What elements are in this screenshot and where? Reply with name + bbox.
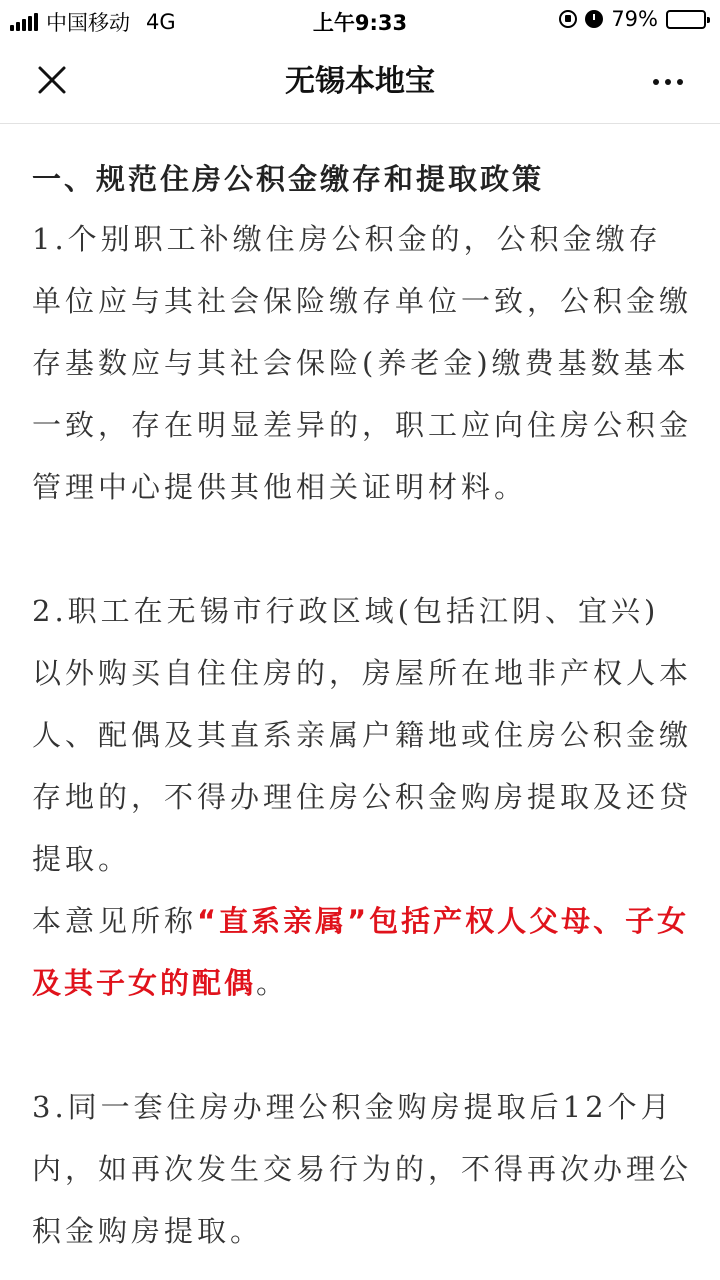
status-right (559, 7, 706, 31)
more-dot-icon (653, 79, 659, 85)
article-content (32, 150, 692, 1262)
paragraph-3: 3.同一套住房办理公积金购房提取后12个月内，如再次发生交易行为的，不得再次办理公积金购房提取。 (32, 1090, 693, 1248)
more-dot-icon (677, 79, 683, 85)
more-dot-icon (665, 79, 671, 85)
carrier-label: 中国移动 (46, 11, 130, 35)
nav-bar (0, 40, 720, 124)
alarm-icon (585, 10, 603, 28)
paragraph-1: 1.个别职工补缴住房公积金的，公积金缴存单位应与其社会保险缴存单位一致，公积金缴存基数应与其社会保险(养老金)缴费基数基本一致，存在明显差异的，职工应向住房公积金管理中心提供其他相关证明材料。 (32, 222, 693, 504)
status-bar (0, 0, 720, 40)
more-button[interactable] (646, 62, 690, 102)
paragraph-definition (32, 890, 692, 1014)
page-title: 无锡本地宝 (285, 64, 435, 99)
definition-highlight: “直系亲属”包括产权人父母、子女及其子女的配偶 (32, 904, 690, 1000)
definition-prefix: 本意见所称 (32, 904, 198, 938)
battery-percent: 79% (611, 7, 658, 31)
spacer (32, 1014, 692, 1076)
rotation-lock-icon (559, 10, 577, 28)
status-time: 上午9:33 (312, 11, 408, 35)
paragraph-2: 2.职工在无锡市行政区域(包括江阴、宜兴)以外购买自住住房的，房屋所在地非产权人本人、配偶及其直系亲属户籍地或住房公积金缴存地的，不得办理住房公积金购房提取及还贷提取。 (32, 594, 693, 876)
definition-suffix: 。 (256, 966, 290, 1000)
spacer (32, 518, 692, 580)
network-label: 4G (146, 10, 176, 34)
battery-icon (666, 10, 706, 29)
section-heading: 一、规范住房公积金缴存和提取政策 (32, 162, 545, 196)
